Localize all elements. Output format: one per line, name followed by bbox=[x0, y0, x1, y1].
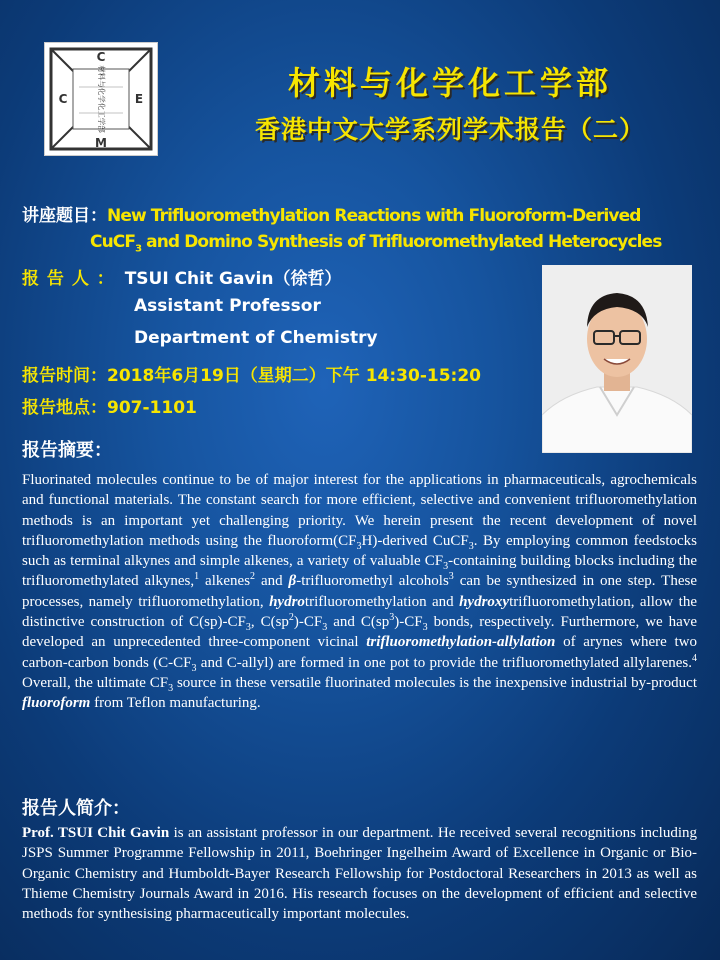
speaker-title: Assistant Professor bbox=[134, 296, 321, 316]
topic-row bbox=[22, 201, 640, 226]
svg-text:C: C bbox=[96, 50, 106, 64]
bio-text: Prof. TSUI Chit Gavin is an assistant professor in our department. He received several recognitions including JSPS Summer Programme Fellowship in 2011, Boehringer Ingelheim Award of Excellence in Organic or Bio-Organic Chemistry and Humboldt-Bayer Research Fellowship for Postdoctoral Researchers in 2013 as well as Thieme Chemistry Journals Award in 2016. His research focuses on the development of efficient and selective methods for synthesising pharmaceutically important molecules. bbox=[22, 825, 698, 923]
abstract-text: Fluorinated molecules continue to be of major interest for the applications in pharmaceuticals, agrochemicals and functional materials. The constant search for more efficient, selective and convenient trifluoromethylation methods is an important yet challenging priority. We herein present the recent development of novel trifluoromethylation methods using the $fluoroform(CF_3H)$-derived CuCF$_3$. By employing common feedstocks such as terminal alkynes and simple alkenes, a variety of valuable $CF_3$-containing building blocks including the trifluoromethylated alkynes,$^1$ alkenes$^2$ and β-trifluoromethyl alcohols$^3$ can be synthesized in one step. These processes, namely trifluoromethylation, hydrotrifluoromethylation and hydroxytrifluoromethylation, allow the distinctive construction of $C(sp)-CF_3$, $C(sp^2)-CF_3$ and $C(sp^3)-CF_3$ bonds, respectively. Furthermore, we have developed an unprecedented three-component vicinal trifluoromethylation-allylation of arynes where two carbon-carbon bonds ($C-CF_3$ and C-allyl) are formed in one pot to provide the trifluoromethylated allylarenes.$^4$ Overall, the ultimate $CF_3$ source in these versatile fluorinated molecules is the inexpensive industrial by-product fluoroform from Teflon manufacturing. bbox=[22, 472, 698, 712]
time-label: 报告时间： bbox=[22, 366, 107, 386]
svg-text:E: E bbox=[134, 92, 144, 106]
faculty-logo-icon bbox=[44, 42, 158, 156]
speaker-row bbox=[22, 264, 341, 289]
place-value: 907-1101 bbox=[107, 398, 197, 418]
topic-title-line2: CuCF$_3$ and Domino Synthesis of Trifluoromethylated Heterocycles bbox=[90, 232, 662, 255]
page-subtitle: 香港中文大学系列学术报告（二） bbox=[254, 115, 645, 144]
time-row bbox=[22, 361, 481, 386]
svg-text:M: M bbox=[95, 136, 107, 150]
speaker-department: Department of Chemistry bbox=[134, 328, 378, 348]
place-row bbox=[22, 393, 197, 418]
bio-heading: 报告人简介： bbox=[22, 798, 130, 819]
place-label: 报告地点： bbox=[22, 398, 107, 418]
speaker-name: TSUI Chit Gavin（徐哲） bbox=[124, 269, 342, 289]
bio-name: Prof. TSUI Chit Gavin bbox=[22, 825, 170, 841]
svg-text:C: C bbox=[58, 92, 68, 106]
logo-text: 材料与化学化工学部 bbox=[97, 65, 106, 133]
speaker-label: 报 告 人 ： bbox=[22, 269, 115, 289]
abstract-heading: 报告摘要： bbox=[22, 440, 112, 461]
page-title: 材料与化学化工学部 bbox=[287, 64, 612, 102]
speaker-photo bbox=[542, 265, 692, 453]
time-value: 2018年6月19日（星期二）下午 14:30-15:20 bbox=[107, 366, 481, 386]
topic-label: 讲座题目： bbox=[22, 206, 107, 226]
topic-title-line1: New Trifluoromethylation Reactions with Fluoroform-Derived bbox=[107, 206, 641, 226]
